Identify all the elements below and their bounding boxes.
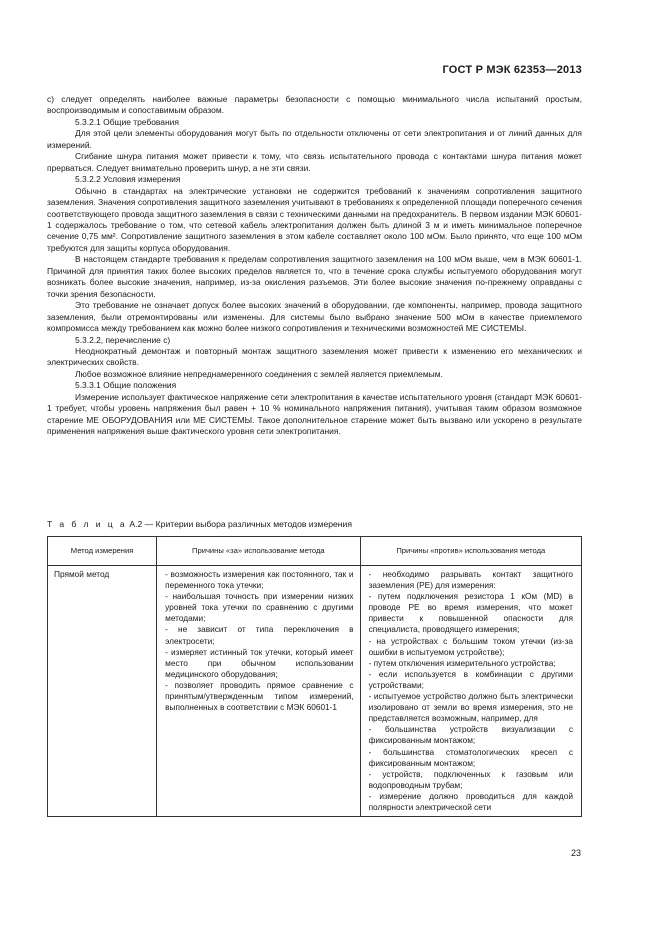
paragraph: Неоднократный демонтаж и повторный монтаж защитного заземления может привести к изменению его механических и электрических свойств. (47, 345, 582, 368)
con-item: - если используется в комбинации с другими устройствами; (368, 668, 573, 690)
header-pros: Причины «за» использование метода (157, 537, 360, 566)
con-item: - испытуемое устройство должно быть электрически изолировано от земли во время измерения, это не представляется возможным, например, для (368, 691, 573, 724)
pro-item: - не зависит от типа переключения в электросети; (165, 624, 354, 646)
table-header-row (48, 537, 582, 566)
pro-item: - возможность измерения как постоянного, так и переменного тока утечки; (165, 569, 354, 591)
paragraph: В настоящем стандарте требования к пределам сопротивления защитного заземления на 100 мОм выше, чем в МЭК 60601-1. Причиной для принятия таких более высоких пределов является то, что в течение срока службы испытуемого оборудования могут возникать более высокие значения, например, из-за окисления разъемов. Эти более высокие значения по-прежнему оправданы с точки зрения безопасности. (47, 254, 582, 299)
con-item: - большинства устройств визуализации с фиксированным монтажом; (368, 724, 573, 746)
paragraph: c) следует определять наиболее важные параметры безопасности с помощью минимального числа испытаний простым, воспроизводимым и сопоставимым образом. (47, 94, 582, 116)
paragraph: Сгибание шнура питания может привести к тому, что связь испытательного провода с контактами шнура питания может прерваться. Следует внимательно проверить шнур, а не эти связи. (47, 151, 582, 173)
con-item: - необходимо разрывать контакт защитного заземления (РЕ) для измерения: (368, 569, 573, 591)
paragraph: 5.3.2.1 Общие требования (75, 116, 179, 127)
paragraph: 5.3.2.2 Условия измерения (75, 174, 181, 185)
con-item: - на устройствах с большим током утечки (из-за ошибки в испытуемом устройстве); (368, 635, 573, 657)
header-method: Метод измерения (48, 537, 157, 566)
con-item: - измерение должно проводиться для каждой полярности электрической сети (368, 790, 573, 812)
paragraph: Это требование не означает допуск более высоких значений в оборудовании, где компоненты, например, провода защитного заземления, были отремонтированы или изменены. Для системы было выбрано значение 500 мОм в качестве приемлемого компромисса между требованием как можно более низкого сопротивления и техническими возможностей ME СИСТЕМЫ. (47, 300, 582, 334)
body-text (47, 94, 582, 438)
header-cons: Причины «против» использования метода (360, 537, 581, 566)
table-caption-title: А.2 — Критерии выбора различных методов измерения (127, 519, 352, 529)
con-item: - устройств, подключенных к газовым или водопроводным трубам; (368, 768, 573, 790)
criteria-table (47, 536, 582, 817)
paragraph: 5.3.3.1 Общие положения (75, 380, 177, 391)
paragraph: 5.3.2.2, перечисление с) (75, 334, 171, 345)
pro-item: - измеряет истинный ток утечки, который имеет место при обычном использовании медицинского оборудования; (165, 646, 354, 679)
cons-cell (360, 566, 581, 817)
paragraph: Любое возможное влияние непреднамеренного соединения с землей является приемлемым. (75, 368, 443, 379)
paragraph: Для этой цели элементы оборудования могут быть по отдельности отключены от сети электропитания и от линий данных для измерений. (47, 128, 582, 150)
pros-cell (157, 566, 360, 817)
page-number: 23 (570, 848, 581, 858)
paragraph: Обычно в стандартах на электрические установки не содержится требований к значениям сопротивления защитного заземления. Значения сопротивления защитного заземления учитывают в требованиях к определенной площади поперечного сечения соответствующего провода защитного заземления в связи с техническими данными на предохранитель. В первом издании МЭК 60601-1 содержалось требование о том, что сетевой кабель электропитания должен быть длиной 3 м и иметь минимальное поперечное сечение 0,75 мм². Сопротивление защитного заземления в этом кабеле составляет около 100 мОм. Было принято, что еще 100 мОм требуются для защиты корпуса оборудования. (47, 185, 582, 253)
table-caption (47, 519, 352, 529)
pro-item: - позволяет проводить прямое сравнение с принятым/утвержденным типом измерений, выполненных в соответствии с МЭК 60601-1 (165, 679, 354, 713)
paragraph: Измерение использует фактическое напряжение сети электропитания в качестве испытательного уровня (стандарт МЭК 60601-1 требует, чтобы уровень напряжения был равен + 10 % номинального напряжения питания), учитывая таким образом возможное старение ME ОБОРУДОВАНИЯ или ME СИСТЕМЫ. Такое дополнительное старение может быть вызвано или ускорено в результате применения напряжения выше фактического уровня сети электропитания. (47, 391, 582, 437)
method-cell: Прямой метод (48, 566, 157, 817)
con-item: - большинства стоматологических кресел с фиксированным монтажом; (368, 746, 573, 768)
con-item: - путем подключения резистора 1 кОм (MD) в проводе РЕ во время измерения, что может привести к повышенной опасности для специалиста, проводящего измерения; (368, 591, 573, 635)
standard-header: ГОСТ Р МЭК 62353—2013 (442, 64, 582, 76)
pro-item: - наибольшая точность при измерении низких уровней тока утечки по сравнению с другими методами; (165, 591, 354, 624)
con-item: - путем отключения измерительного устройства; (368, 657, 556, 668)
table-caption-label: Т а б л и ц а (47, 519, 127, 529)
table-row (48, 566, 582, 817)
